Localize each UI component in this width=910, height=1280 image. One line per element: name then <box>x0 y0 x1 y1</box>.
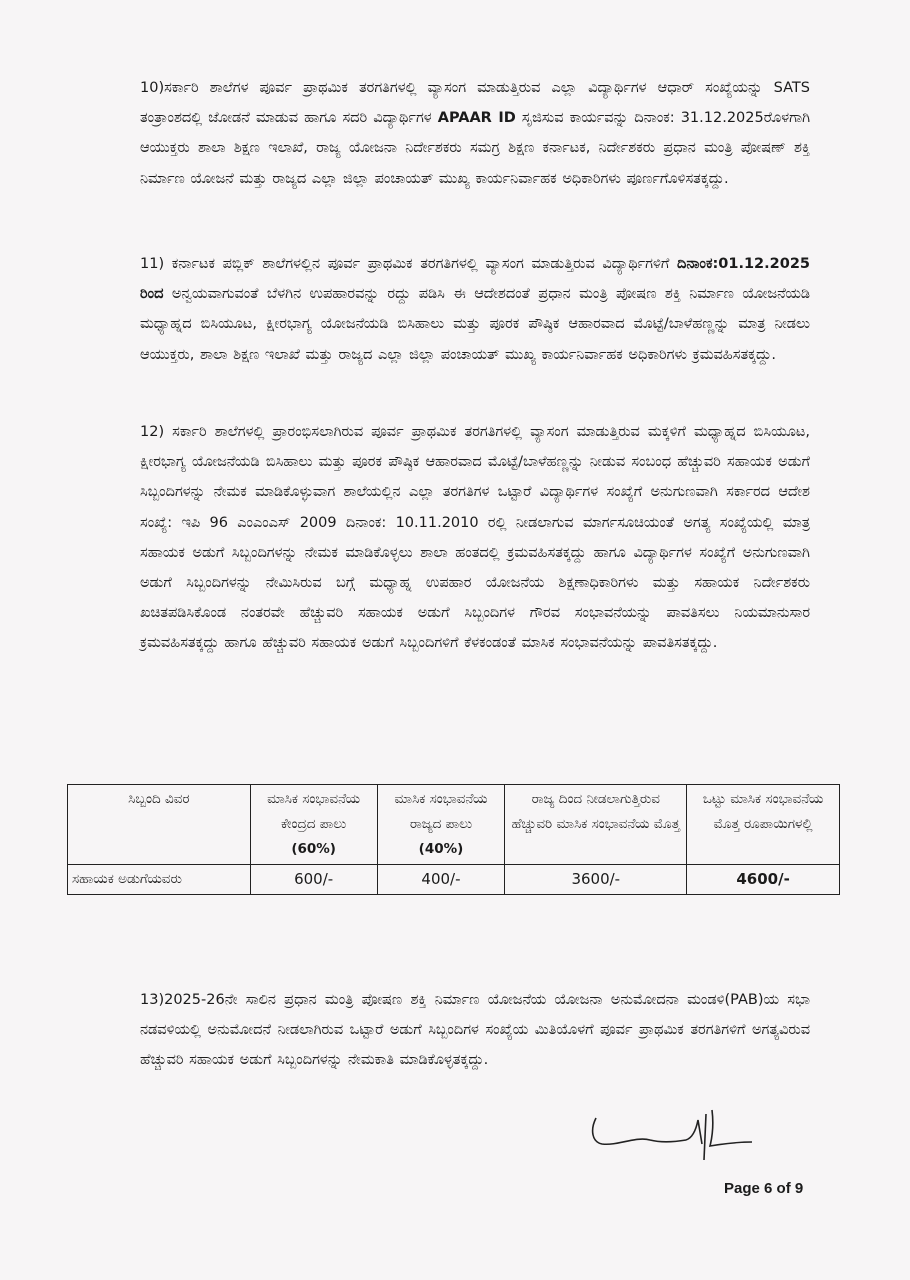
header-central-share: ಮಾಸಿಕ ಸಂಭಾವನೆಯ ಕೇಂದ್ರದ ಪಾಲು (60%) <box>250 785 377 865</box>
table-header-row <box>68 785 840 865</box>
paragraph-text: ಸರ್ಕಾರಿ ಶಾಲೆಗಳ ಪೂರ್ವ ಪ್ರಾಥಮಿಕ ತರಗತಿಗಳಲ್ಲಿ ವ್ಯಾಸಂಗ ಮಾಡುತ್ತಿರುವ ಎಲ್ಲಾ ವಿದ್ಯಾರ್ಥಿಗಳ ಆಧಾರ್ ಸಂಖ್ಯೆಯನ್ನು SATS ತಂತ್ರಾಂಶದಲ್ಲಿ ಜೋಡನೆ ಮಾಡುವ ಹಾಗೂ ಸದರಿ ವಿದ್ಯಾರ್ಥಿಗಳ <box>140 80 810 127</box>
paragraph-number: 12) <box>140 424 165 440</box>
paragraph-11 <box>140 249 810 370</box>
table-row <box>68 865 840 895</box>
paragraph-12 <box>140 417 810 659</box>
paragraph-text: ಸರ್ಕಾರಿ ಶಾಲೆಗಳಲ್ಲಿ ಪ್ರಾರಂಭಿಸಲಾಗಿರುವ ಪೂರ್ವ ಪ್ರಾಥಮಿಕ ತರಗತಿಗಳಲ್ಲಿ ವ್ಯಾಸಂಗ ಮಾಡುತ್ತಿರುವ ಮಕ್ಕಳಿಗೆ ಮಧ್ಯಾಹ್ನದ ಬಿಸಿಯೂಟ, ಕ್ಷೀರಭಾಗ್ಯ ಯೋಜನೆಯಡಿ ಬಿಸಿಹಾಲು ಮತ್ತು ಪೂರಕ ಪೌಷ್ಠಿಕ ಆಹಾರವಾದ ಮೊಟ್ಟೆ/ಬಾಳೆಹಣ್ಣನ್ನು ನೀಡುವ ಸಂಬಂಧ ಹೆಚ್ಚುವರಿ ಸಹಾಯಕ ಅಡುಗೆ ಸಿಬ್ಬಂದಿಗಳನ್ನು ನೇಮಕ ಮಾಡಿಕೊಳ್ಳುವಾಗ ಶಾಲೆಯಲ್ಲಿನ ಎಲ್ಲಾ ತರಗತಿಗಳ ಒಟ್ಟಾರೆ ವಿದ್ಯಾರ್ಥಿಗಳ ಸಂಖ್ಯೆಗೆ ಅನುಗುಣವಾಗಿ ಸರ್ಕಾರದ ಆದೇಶ ಸಂಖ್ಯೆ: ಇಪಿ 96 ಎಂಎಂಎಸ್ 2009 ದಿನಾಂಕ: 10.11.2010 ರಲ್ಲಿ ನೀಡಲಾಗುವ ಮಾರ್ಗಸೂಚಿಯಂತೆ ಅಗತ್ಯ ಸಂಖ್ಯೆಯಲ್ಲಿ ಮಾತ್ರ ಸಹಾಯಕ ಅಡುಗೆ ಸಿಬ್ಬಂದಿಗಳನ್ನು ನೇಮಕ ಮಾಡಿಕೊಳ್ಳಲು ಶಾಲಾ ಹಂತದಲ್ಲಿ ಕ್ರಮವಹಿಸತಕ್ಕದ್ದು ಹಾಗೂ ವಿದ್ಯಾರ್ಥಿಗಳ ಸಂಖ್ಯೆಗೆ ಅನುಗುಣವಾಗಿ ಅಡುಗೆ ಸಿಬ್ಬಂದಿಗಳನ್ನು ನೇಮಿಸಿರುವ ಬಗ್ಗೆ ಮಧ್ಯಾಹ್ನ ಉಪಹಾರ ಯೋಜನೆಯ ಶಿಕ್ಷಣಾಧಿಕಾರಿಗಳು ಮತ್ತು ಸಹಾಯಕ ನಿರ್ದೇಶಕರು ಖಚಿತಪಡಿಸಿಕೊಂಡ ನಂತರವೇ ಹೆಚ್ಚುವರಿ ಸಹಾಯಕ ಅಡುಗೆ ಸಿಬ್ಬಂದಿಗಳ ಗೌರವ ಸಂಭಾವನೆಯನ್ನು ಪಾವತಿಸಲು ನಿಯಮಾನುಸಾರ ಕ್ರಮವಹಿಸತಕ್ಕದ್ದು ಹಾಗೂ ಹೆಚ್ಚುವರಿ ಸಹಾಯಕ ಅಡುಗೆ ಸಿಬ್ಬಂದಿಗಳಿಗೆ ಕೆಳಕಂಡಂತೆ ಮಾಸಿಕ ಸಂಭಾವನೆಯನ್ನು ಪಾವತಿಸತಕ್ಕದ್ದು. <box>140 424 810 652</box>
honorarium-table <box>67 784 840 895</box>
paragraph-text: 2025-26ನೇ ಸಾಲಿನ ಪ್ರಧಾನ ಮಂತ್ರಿ ಪೋಷಣ ಶಕ್ತಿ ನಿರ್ಮಾಣ ಯೋಜನೆಯ ಯೋಜನಾ ಅನುಮೋದನಾ ಮಂಡಳಿ(PAB)ಯ ಸಭಾ ನಡವಳಿಯಲ್ಲಿ ಅನುಮೋದನೆ ನೀಡಲಾಗಿರುವ ಒಟ್ಟಾರೆ ಅಡುಗೆ ಸಿಬ್ಬಂದಿಗಳ ಸಂಖ್ಯೆಯ ಮಿತಿಯೊಳಗೆ ಪೂರ್ವ ಪ್ರಾಥಮಿಕ ತರಗತಿಗಳಿಗೆ ಅಗತ್ಯವಿರುವ ಹೆಚ್ಚುವರಿ ಸಹಾಯಕ ಅಡುಗೆ ಸಿಬ್ಬಂದಿಗಳನ್ನು ನೇಮಕಾತಿ ಮಾಡಿಕೊಳ್ಳತಕ್ಕದ್ದು. <box>140 992 810 1069</box>
cell-additional-amount: 3600/- <box>505 865 687 895</box>
cell-central-share: 600/- <box>250 865 377 895</box>
paragraph-10 <box>140 73 810 194</box>
header-staff-details: ಸಿಬ್ಬಂದಿ ವಿವರ <box>68 785 251 865</box>
paragraph-text: ಕರ್ನಾಟಕ ಪಬ್ಲಿಕ್ ಶಾಲೆಗಳಲ್ಲಿನ ಪೂರ್ವ ಪ್ರಾಥಮಿಕ ತರಗತಿಗಳಲ್ಲಿ ವ್ಯಾಸಂಗ ಮಾಡುತ್ತಿರುವ ವಿದ್ಯಾರ್ಥಿಗಳಿಗೆ <box>164 256 677 272</box>
signature <box>588 1100 758 1174</box>
cell-total-amount: 4600/- <box>687 865 840 895</box>
paragraph-number: 13) <box>140 992 165 1008</box>
cell-staff: ಸಹಾಯಕ ಅಡುಗೆಯವರು <box>68 865 251 895</box>
effective-date-text: ದಿನಾಂಕ:01.12.2025 ರಿಂದ <box>140 256 810 303</box>
paragraph-text: ಅನ್ವಯವಾಗುವಂತೆ ಬೆಳಗಿನ ಉಪಹಾರವನ್ನು ರದ್ದು ಪಡಿಸಿ ಈ ಆದೇಶದಂತೆ ಪ್ರಧಾನ ಮಂತ್ರಿ ಪೋಷಣ ಶಕ್ತಿ ನಿರ್ಮಾಣ ಯೋಜನೆಯಡಿ ಮಧ್ಯಾಹ್ನದ ಬಿಸಿಯೂಟ, ಕ್ಷೀರಭಾಗ್ಯ ಯೋಜನೆಯಡಿ ಬಿಸಿಹಾಲು ಮತ್ತು ಪೂರಕ ಪೌಷ್ಠಿಕ ಆಹಾರವಾದ ಮೊಟ್ಟೆ/ಬಾಳೆಹಣ್ಣನ್ನು ಮಾತ್ರ ನೀಡಲು ಆಯುಕ್ತರು, ಶಾಲಾ ಶಿಕ್ಷಣ ಇಲಾಖೆ ಮತ್ತು ರಾಜ್ಯದ ಎಲ್ಲಾ ಜಿಲ್ಲಾ ಪಂಚಾಯತ್ ಮುಖ್ಯ ಕಾರ್ಯನಿರ್ವಾಹಕ ಅಧಿಕಾರಿಗಳು ಕ್ರಮವಹಿಸತಕ್ಕದ್ದು. <box>140 286 810 363</box>
header-total-amount: ಒಟ್ಟು ಮಾಸಿಕ ಸಂಭಾವನೆಯ ಮೊತ್ತ ರೂಪಾಯಿಗಳಲ್ಲಿ <box>687 785 840 865</box>
header-additional-amount: ರಾಜ್ಯ ದಿಂದ ನೀಡಲಾಗುತ್ತಿರುವ ಹೆಚ್ಚುವರಿ ಮಾಸಿಕ ಸಂಭಾವನೆಯ ಮೊತ್ತ <box>505 785 687 865</box>
paragraph-number: 10) <box>140 80 165 96</box>
cell-state-share: 400/- <box>377 865 505 895</box>
apaar-id-text: APAAR ID <box>437 110 516 127</box>
paragraph-text: ಸೃಜಿಸುವ ಕಾರ್ಯವನ್ನು ದಿನಾಂಕ: 31.12.2025ರೊಳಗಾಗಿ ಆಯುಕ್ತರು ಶಾಲಾ ಶಿಕ್ಷಣ ಇಲಾಖೆ, ರಾಜ್ಯ ಯೋಜನಾ ನಿರ್ದೇಶಕರು ಸಮಗ್ರ ಶಿಕ್ಷಣ ಕರ್ನಾಟಕ, ನಿರ್ದೇಶಕರು ಪ್ರಧಾನ ಮಂತ್ರಿ ಪೋಷಣ್ ಶಕ್ತಿ ನಿರ್ಮಾಣ ಯೋಜನೆ ಮತ್ತು ರಾಜ್ಯದ ಎಲ್ಲಾ ಜಿಲ್ಲಾ ಪಂಚಾಯತ್ ಮುಖ್ಯ ಕಾರ್ಯನಿರ್ವಾಹಕ ಅಧಿಕಾರಿಗಳು ಪೂರ್ಣಗೊಳಿಸತಕ್ಕದ್ದು. <box>140 110 811 187</box>
header-state-share: ಮಾಸಿಕ ಸಂಭಾವನೆಯ ರಾಜ್ಯದ ಪಾಲು (40%) <box>377 785 505 865</box>
page-number: Page 6 of 9 <box>724 1180 804 1197</box>
paragraph-number: 11) <box>140 256 165 272</box>
paragraph-13 <box>140 985 810 1076</box>
